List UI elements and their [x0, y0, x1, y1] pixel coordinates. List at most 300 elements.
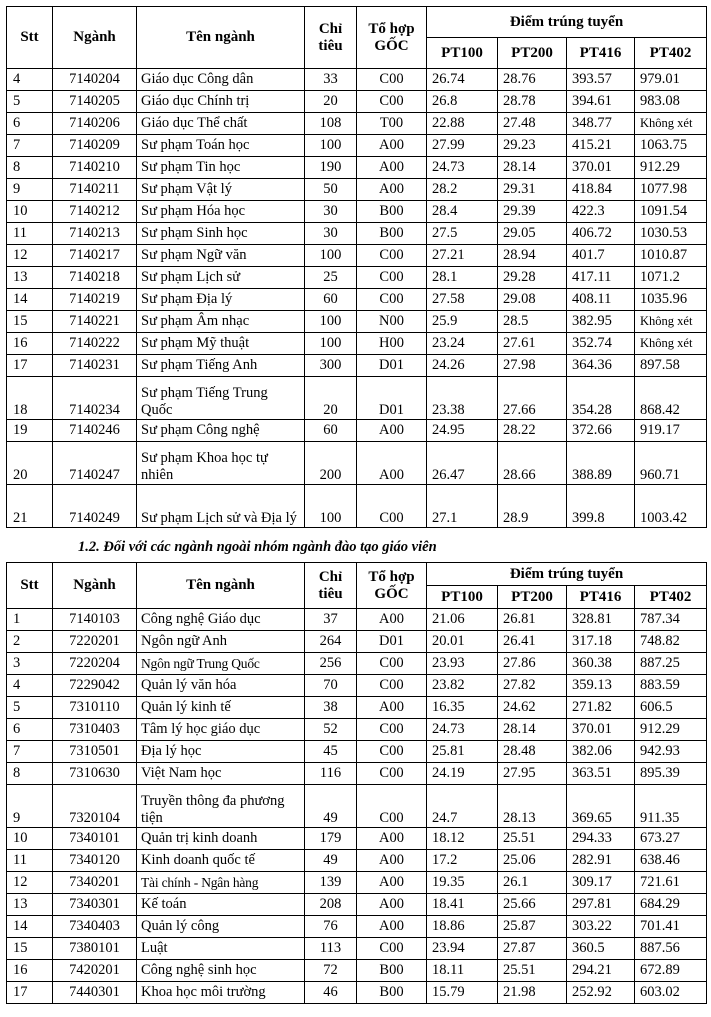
combo-cell: D01 [357, 631, 427, 653]
pt100-cell: 15.79 [427, 982, 498, 1004]
quota-cell: 33 [305, 69, 357, 91]
pt200-cell: 28.14 [498, 719, 567, 741]
combo-cell: A00 [357, 157, 427, 179]
table-row [7, 289, 707, 311]
pt200-cell: 21.98 [498, 982, 567, 1004]
code-cell: 7229042 [53, 675, 137, 697]
quota-cell: 70 [305, 675, 357, 697]
quota-cell: 49 [305, 785, 357, 828]
table-row [7, 420, 707, 442]
stt-cell: 5 [7, 91, 53, 113]
quota-cell: 20 [305, 91, 357, 113]
pt100-cell: 24.19 [427, 763, 498, 785]
pt200-cell: 29.39 [498, 201, 567, 223]
pt402-cell: 897.58 [635, 355, 707, 377]
table-row [7, 311, 707, 333]
pt100-cell: 16.35 [427, 697, 498, 719]
pt100-cell: 18.41 [427, 894, 498, 916]
pt100-cell: 27.58 [427, 289, 498, 311]
pt402-cell: 603.02 [635, 982, 707, 1004]
combo-cell: C00 [357, 289, 427, 311]
code-cell: 7340201 [53, 872, 137, 894]
stt-cell: 9 [7, 785, 53, 828]
header-stt: Stt [7, 7, 53, 69]
table-row [7, 850, 707, 872]
table-row [7, 697, 707, 719]
table-row [7, 91, 707, 113]
table-row [7, 960, 707, 982]
pt416-cell: 418.84 [567, 179, 635, 201]
pt402-cell: 701.41 [635, 916, 707, 938]
pt416-cell: 282.91 [567, 850, 635, 872]
pt402-cell: 684.29 [635, 894, 707, 916]
pt200-cell: 27.48 [498, 113, 567, 135]
pt200-cell: 27.61 [498, 333, 567, 355]
quota-cell: 25 [305, 267, 357, 289]
combo-cell: D01 [357, 377, 427, 420]
code-cell: 7140211 [53, 179, 137, 201]
combo-cell: C00 [357, 741, 427, 763]
pt416-cell: 369.65 [567, 785, 635, 828]
code-cell: 7140206 [53, 113, 137, 135]
pt402-cell: 1063.75 [635, 135, 707, 157]
pt100-cell: 23.24 [427, 333, 498, 355]
pt100-cell: 24.26 [427, 355, 498, 377]
pt200-cell: 28.48 [498, 741, 567, 763]
name-cell: Quản lý văn hóa [137, 675, 305, 697]
pt416-cell: 317.18 [567, 631, 635, 653]
name-cell: Giáo dục Thể chất [137, 113, 305, 135]
name-cell: Ngôn ngữ Trung Quốc [137, 653, 305, 675]
name-cell: Sư phạm Lịch sử và Địa lý [137, 485, 305, 528]
code-cell: 7140221 [53, 311, 137, 333]
code-cell: 7140204 [53, 69, 137, 91]
pt200-cell: 29.31 [498, 179, 567, 201]
combo-cell: A00 [357, 179, 427, 201]
code-cell: 7420201 [53, 960, 137, 982]
code-cell: 7140231 [53, 355, 137, 377]
pt402-cell: 912.29 [635, 719, 707, 741]
code-cell: 7220201 [53, 631, 137, 653]
pt200-cell: 24.62 [498, 697, 567, 719]
stt-cell: 7 [7, 741, 53, 763]
code-cell: 7140210 [53, 157, 137, 179]
pt100-cell: 24.95 [427, 420, 498, 442]
combo-cell: H00 [357, 333, 427, 355]
name-cell: Sư phạm Tiếng Trung Quốc [137, 377, 305, 420]
pt416-cell: 352.74 [567, 333, 635, 355]
code-cell: 7340301 [53, 894, 137, 916]
stt-cell: 11 [7, 223, 53, 245]
pt416-cell: 328.81 [567, 609, 635, 631]
pt200-cell: 27.86 [498, 653, 567, 675]
table-row [7, 135, 707, 157]
quota-cell: 37 [305, 609, 357, 631]
combo-cell: B00 [357, 982, 427, 1004]
admission-table-teacher [6, 6, 707, 528]
pt416-cell: 372.66 [567, 420, 635, 442]
table-row [7, 763, 707, 785]
pt200-cell: 28.78 [498, 91, 567, 113]
pt416-cell: 370.01 [567, 719, 635, 741]
stt-cell: 13 [7, 267, 53, 289]
name-cell: Ngôn ngữ Anh [137, 631, 305, 653]
code-cell: 7310501 [53, 741, 137, 763]
pt402-cell: 887.25 [635, 653, 707, 675]
name-cell: Sư phạm Vật lý [137, 179, 305, 201]
quota-cell: 139 [305, 872, 357, 894]
name-cell: Sư phạm Tin học [137, 157, 305, 179]
table-row [7, 113, 707, 135]
code-cell: 7140103 [53, 609, 137, 631]
code-cell: 7140222 [53, 333, 137, 355]
table-row [7, 719, 707, 741]
table-row [7, 333, 707, 355]
quota-cell: 100 [305, 333, 357, 355]
pt200-cell: 26.41 [498, 631, 567, 653]
combo-cell: C00 [357, 69, 427, 91]
pt402-cell: 787.34 [635, 609, 707, 631]
pt416-cell: 309.17 [567, 872, 635, 894]
pt200-cell: 29.28 [498, 267, 567, 289]
pt200-cell: 26.81 [498, 609, 567, 631]
stt-cell: 10 [7, 201, 53, 223]
header-pt100: PT100 [427, 38, 498, 69]
stt-cell: 8 [7, 763, 53, 785]
table-row [7, 675, 707, 697]
table-row [7, 442, 707, 485]
combo-cell: C00 [357, 938, 427, 960]
quota-cell: 113 [305, 938, 357, 960]
pt416-cell: 303.22 [567, 916, 635, 938]
pt100-cell: 23.82 [427, 675, 498, 697]
code-cell: 7140249 [53, 485, 137, 528]
pt402-cell: Không xét [635, 311, 707, 333]
quota-cell: 49 [305, 850, 357, 872]
table-row [7, 828, 707, 850]
quota-cell: 208 [305, 894, 357, 916]
pt100-cell: 17.2 [427, 850, 498, 872]
table-row [7, 609, 707, 631]
combo-cell: A00 [357, 697, 427, 719]
pt100-cell: 27.5 [427, 223, 498, 245]
stt-cell: 18 [7, 377, 53, 420]
stt-cell: 15 [7, 311, 53, 333]
pt416-cell: 297.81 [567, 894, 635, 916]
combo-cell: A00 [357, 442, 427, 485]
combo-cell: A00 [357, 828, 427, 850]
header-pt416: PT416 [567, 38, 635, 69]
combo-cell: A00 [357, 420, 427, 442]
pt416-cell: 401.7 [567, 245, 635, 267]
name-cell: Việt Nam học [137, 763, 305, 785]
combo-cell: T00 [357, 113, 427, 135]
quota-cell: 30 [305, 223, 357, 245]
table-row [7, 245, 707, 267]
quota-cell: 108 [305, 113, 357, 135]
pt402-cell: 979.01 [635, 69, 707, 91]
combo-cell: C00 [357, 485, 427, 528]
table-row [7, 223, 707, 245]
stt-cell: 1 [7, 609, 53, 631]
pt402-cell: 960.71 [635, 442, 707, 485]
pt200-cell: 27.66 [498, 377, 567, 420]
pt200-cell: 29.05 [498, 223, 567, 245]
admission-table-other [6, 562, 707, 1004]
pt402-cell: 912.29 [635, 157, 707, 179]
pt200-cell: 27.87 [498, 938, 567, 960]
quota-cell: 60 [305, 289, 357, 311]
combo-cell: C00 [357, 763, 427, 785]
combo-cell: C00 [357, 653, 427, 675]
pt200-cell: 27.82 [498, 675, 567, 697]
name-cell: Quản lý công [137, 916, 305, 938]
name-cell: Sư phạm Sinh học [137, 223, 305, 245]
pt402-cell: 1035.96 [635, 289, 707, 311]
quota-cell: 45 [305, 741, 357, 763]
pt200-cell: 25.51 [498, 960, 567, 982]
pt416-cell: 348.77 [567, 113, 635, 135]
name-cell: Sư phạm Âm nhạc [137, 311, 305, 333]
table-row [7, 785, 707, 828]
combo-cell: A00 [357, 135, 427, 157]
name-cell: Sư phạm Công nghệ [137, 420, 305, 442]
header-pt200: PT200 [498, 586, 567, 609]
pt416-cell: 393.57 [567, 69, 635, 91]
combo-cell: C00 [357, 675, 427, 697]
quota-cell: 264 [305, 631, 357, 653]
pt100-cell: 27.21 [427, 245, 498, 267]
header-pt402: PT402 [635, 38, 707, 69]
pt100-cell: 19.35 [427, 872, 498, 894]
pt416-cell: 294.21 [567, 960, 635, 982]
header-nganh: Ngành [53, 7, 137, 69]
pt100-cell: 23.94 [427, 938, 498, 960]
name-cell: Sư phạm Mỹ thuật [137, 333, 305, 355]
stt-cell: 7 [7, 135, 53, 157]
header-pt416: PT416 [567, 586, 635, 609]
pt402-cell: 1091.54 [635, 201, 707, 223]
code-cell: 7140246 [53, 420, 137, 442]
table-row [7, 157, 707, 179]
name-cell: Kinh doanh quốc tế [137, 850, 305, 872]
pt100-cell: 25.9 [427, 311, 498, 333]
code-cell: 7140247 [53, 442, 137, 485]
pt200-cell: 26.1 [498, 872, 567, 894]
pt402-cell: 887.56 [635, 938, 707, 960]
quota-cell: 38 [305, 697, 357, 719]
pt402-cell: 1003.42 [635, 485, 707, 528]
code-cell: 7140219 [53, 289, 137, 311]
name-cell: Công nghệ Giáo dục [137, 609, 305, 631]
name-cell: Sư phạm Khoa học tự nhiên [137, 442, 305, 485]
quota-cell: 256 [305, 653, 357, 675]
stt-cell: 16 [7, 960, 53, 982]
pt100-cell: 25.81 [427, 741, 498, 763]
combo-cell: N00 [357, 311, 427, 333]
stt-cell: 16 [7, 333, 53, 355]
pt200-cell: 25.66 [498, 894, 567, 916]
quota-cell: 72 [305, 960, 357, 982]
quota-cell: 60 [305, 420, 357, 442]
pt200-cell: 28.5 [498, 311, 567, 333]
stt-cell: 8 [7, 157, 53, 179]
header-diem: Điểm trúng tuyển [427, 563, 707, 586]
header-nganh: Ngành [53, 563, 137, 609]
stt-cell: 2 [7, 631, 53, 653]
pt416-cell: 408.11 [567, 289, 635, 311]
name-cell: Khoa học môi trường [137, 982, 305, 1004]
pt100-cell: 18.86 [427, 916, 498, 938]
name-cell: Sư phạm Ngữ văn [137, 245, 305, 267]
quota-cell: 100 [305, 485, 357, 528]
combo-cell: C00 [357, 785, 427, 828]
pt402-cell: 1077.98 [635, 179, 707, 201]
pt402-cell: 868.42 [635, 377, 707, 420]
code-cell: 7140205 [53, 91, 137, 113]
name-cell: Sư phạm Lịch sử [137, 267, 305, 289]
pt416-cell: 422.3 [567, 201, 635, 223]
pt100-cell: 27.1 [427, 485, 498, 528]
pt100-cell: 22.88 [427, 113, 498, 135]
table-row [7, 485, 707, 528]
code-cell: 7310630 [53, 763, 137, 785]
name-cell: Sư phạm Tiếng Anh [137, 355, 305, 377]
quota-cell: 30 [305, 201, 357, 223]
name-cell: Luật [137, 938, 305, 960]
header-diem: Điểm trúng tuyển [427, 7, 707, 38]
name-cell: Giáo dục Chính trị [137, 91, 305, 113]
stt-cell: 4 [7, 675, 53, 697]
name-cell: Kế toán [137, 894, 305, 916]
quota-cell: 46 [305, 982, 357, 1004]
stt-cell: 15 [7, 938, 53, 960]
name-cell: Quản trị kinh doanh [137, 828, 305, 850]
pt100-cell: 26.47 [427, 442, 498, 485]
pt100-cell: 18.12 [427, 828, 498, 850]
pt402-cell: 919.17 [635, 420, 707, 442]
name-cell: Công nghệ sinh học [137, 960, 305, 982]
pt100-cell: 21.06 [427, 609, 498, 631]
pt402-cell: 673.27 [635, 828, 707, 850]
pt416-cell: 363.51 [567, 763, 635, 785]
pt100-cell: 24.7 [427, 785, 498, 828]
combo-cell: D01 [357, 355, 427, 377]
pt200-cell: 29.23 [498, 135, 567, 157]
pt200-cell: 27.98 [498, 355, 567, 377]
pt402-cell: 883.59 [635, 675, 707, 697]
stt-cell: 12 [7, 245, 53, 267]
pt200-cell: 29.08 [498, 289, 567, 311]
name-cell: Sư phạm Hóa học [137, 201, 305, 223]
pt200-cell: 28.22 [498, 420, 567, 442]
quota-cell: 190 [305, 157, 357, 179]
code-cell: 7140218 [53, 267, 137, 289]
combo-cell: A00 [357, 894, 427, 916]
stt-cell: 20 [7, 442, 53, 485]
code-cell: 7310403 [53, 719, 137, 741]
code-cell: 7440301 [53, 982, 137, 1004]
pt416-cell: 406.72 [567, 223, 635, 245]
stt-cell: 5 [7, 697, 53, 719]
pt402-cell: 895.39 [635, 763, 707, 785]
pt416-cell: 415.21 [567, 135, 635, 157]
name-cell: Sư phạm Địa lý [137, 289, 305, 311]
pt416-cell: 394.61 [567, 91, 635, 113]
code-cell: 7340403 [53, 916, 137, 938]
pt402-cell: 983.08 [635, 91, 707, 113]
code-cell: 7140212 [53, 201, 137, 223]
quota-cell: 50 [305, 179, 357, 201]
pt100-cell: 24.73 [427, 157, 498, 179]
pt416-cell: 294.33 [567, 828, 635, 850]
pt200-cell: 27.95 [498, 763, 567, 785]
pt402-cell: 1071.2 [635, 267, 707, 289]
stt-cell: 6 [7, 113, 53, 135]
pt402-cell: 721.61 [635, 872, 707, 894]
pt416-cell: 360.38 [567, 653, 635, 675]
table-row [7, 872, 707, 894]
table-row [7, 653, 707, 675]
pt100-cell: 24.73 [427, 719, 498, 741]
name-cell: Tài chính - Ngân hàng [137, 872, 305, 894]
pt200-cell: 28.76 [498, 69, 567, 91]
header-chi-tieu: Chỉ tiêu [305, 7, 357, 69]
pt200-cell: 28.13 [498, 785, 567, 828]
table-row [7, 201, 707, 223]
pt100-cell: 28.2 [427, 179, 498, 201]
table-row [7, 179, 707, 201]
pt416-cell: 354.28 [567, 377, 635, 420]
pt416-cell: 370.01 [567, 157, 635, 179]
combo-cell: A00 [357, 916, 427, 938]
pt200-cell: 28.94 [498, 245, 567, 267]
pt402-cell: 638.46 [635, 850, 707, 872]
quota-cell: 300 [305, 355, 357, 377]
pt200-cell: 28.14 [498, 157, 567, 179]
table-row [7, 267, 707, 289]
pt416-cell: 388.89 [567, 442, 635, 485]
pt416-cell: 399.8 [567, 485, 635, 528]
stt-cell: 14 [7, 916, 53, 938]
pt402-cell: Không xét [635, 113, 707, 135]
table-row [7, 741, 707, 763]
quota-cell: 76 [305, 916, 357, 938]
quota-cell: 20 [305, 377, 357, 420]
quota-cell: 52 [305, 719, 357, 741]
pt416-cell: 382.95 [567, 311, 635, 333]
pt416-cell: 382.06 [567, 741, 635, 763]
stt-cell: 13 [7, 894, 53, 916]
code-cell: 7340101 [53, 828, 137, 850]
pt416-cell: 252.92 [567, 982, 635, 1004]
combo-cell: B00 [357, 201, 427, 223]
pt416-cell: 360.5 [567, 938, 635, 960]
name-cell: Giáo dục Công dân [137, 69, 305, 91]
table-row [7, 916, 707, 938]
stt-cell: 6 [7, 719, 53, 741]
pt200-cell: 25.06 [498, 850, 567, 872]
pt402-cell: 1030.53 [635, 223, 707, 245]
pt200-cell: 25.87 [498, 916, 567, 938]
table-row [7, 982, 707, 1004]
pt100-cell: 23.38 [427, 377, 498, 420]
stt-cell: 17 [7, 355, 53, 377]
pt402-cell: 1010.87 [635, 245, 707, 267]
name-cell: Sư phạm Toán học [137, 135, 305, 157]
combo-cell: A00 [357, 609, 427, 631]
stt-cell: 10 [7, 828, 53, 850]
